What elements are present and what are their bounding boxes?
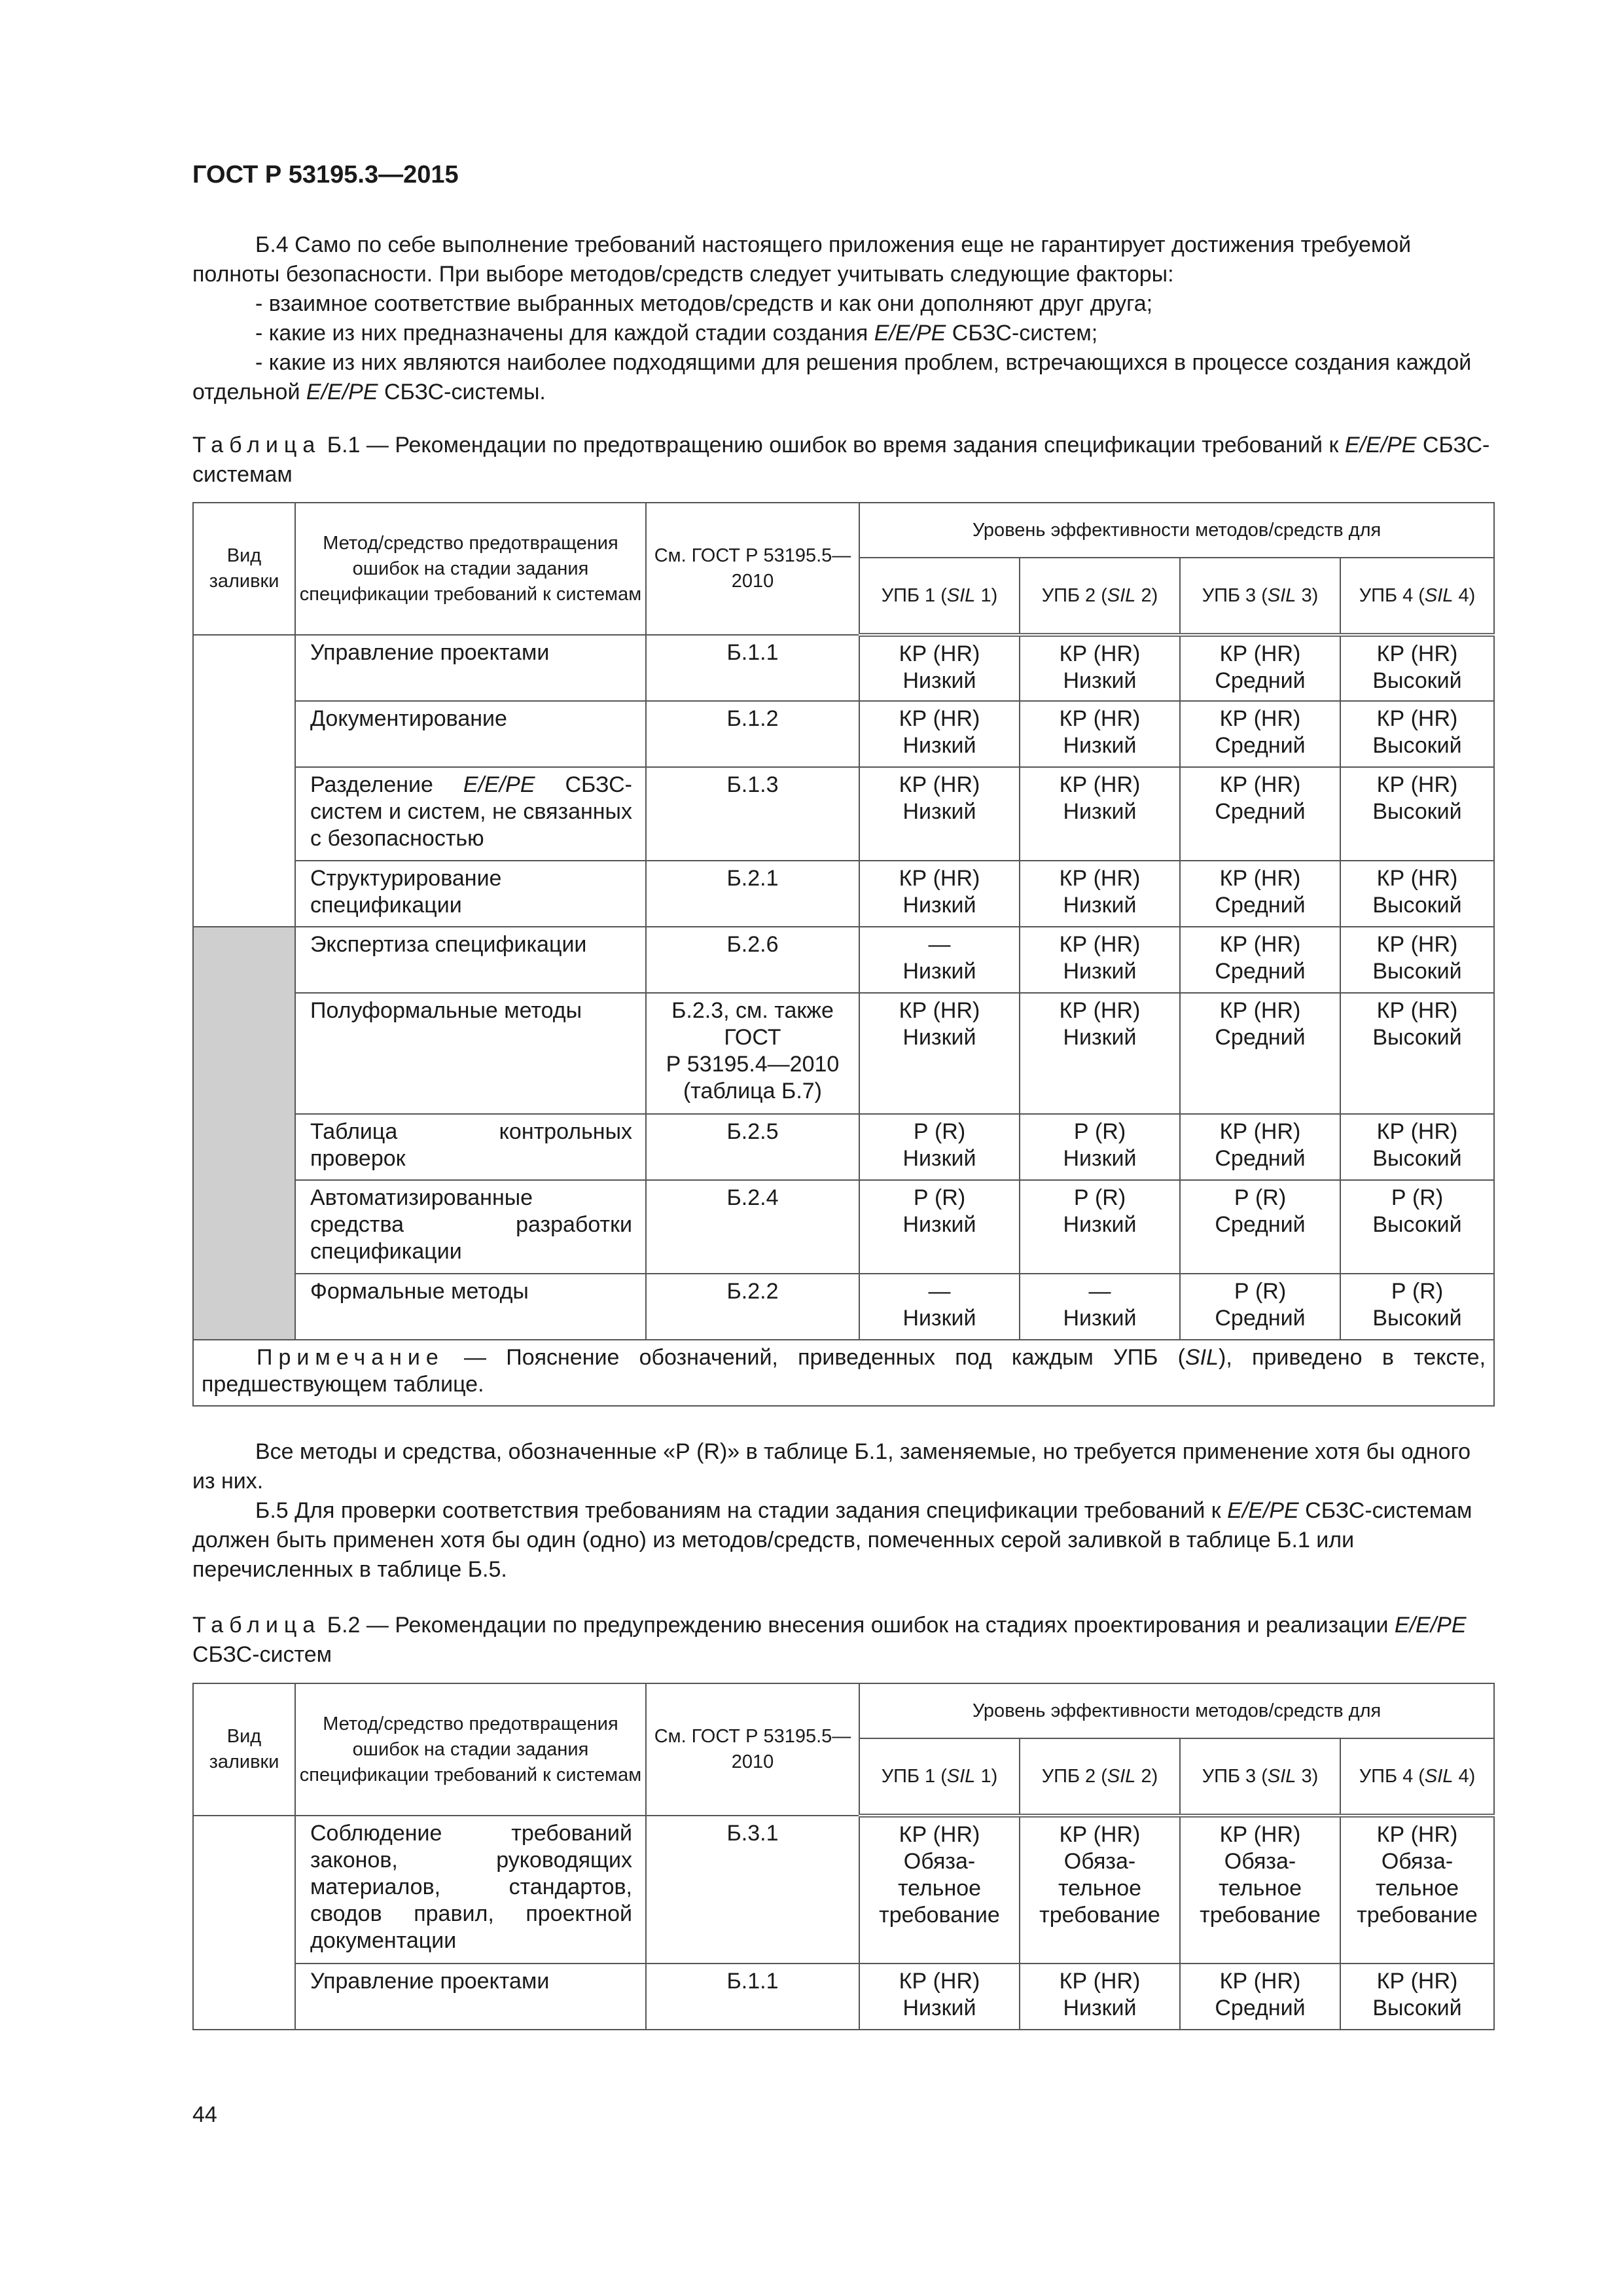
table-row	[193, 701, 1494, 767]
table2-caption	[192, 1611, 1493, 1670]
level-cell: Р (R) Средний	[1180, 1274, 1340, 1340]
level-cell: КР (HR) Средний	[1180, 1964, 1340, 2030]
table-row	[193, 1816, 1494, 1964]
ref-cell: Б.2.3, см. также ГОСТ Р 53195.4—2010 (таблица Б.7)	[646, 993, 859, 1114]
table-row	[193, 1274, 1494, 1340]
text: Б.2 — Рекомендации по предупреждению внесения ошибок на стадиях проектирования и реализации	[321, 1613, 1395, 1638]
level-cell: КР (HR) Средний	[1180, 1114, 1340, 1180]
table-note: Примечание — Пояснение обозначений, приведенных под каждым УПБ (SIL), приведено в тексте, предшествующем таблице.	[193, 1340, 1494, 1406]
fill-cell-gray	[193, 927, 295, 1340]
level-cell: КР (HR) Низкий	[859, 993, 1020, 1114]
method-cell: Управление проектами	[295, 1964, 646, 2030]
ref-cell: Б.2.1	[646, 861, 859, 927]
level-cell: КР (HR) Низкий	[859, 635, 1020, 701]
col-header-method: Метод/средство предотвращения ошибок на стадии задания спецификации требований к системам	[295, 1683, 646, 1816]
level-cell: КР (HR) Низкий	[1020, 701, 1180, 767]
method-cell: Экспертиза спецификации	[295, 927, 646, 993]
ref-cell: Б.1.1	[646, 1964, 859, 2030]
level-cell: КР (HR) Средний	[1180, 861, 1340, 927]
ref-cell: Б.2.4	[646, 1180, 859, 1274]
table-row	[193, 1114, 1494, 1180]
method-cell: Разделение E/E/PE СБЗС-систем и систем, не связанных с безопасностью	[295, 767, 646, 861]
table-b2	[192, 1683, 1495, 2030]
middle-section	[192, 1437, 1493, 1585]
list-item	[192, 319, 1493, 348]
fill-cell-white	[193, 635, 295, 927]
level-cell: Р (R) Низкий	[1020, 1114, 1180, 1180]
col-header-gost: См. ГОСТ Р 53195.5—2010	[646, 503, 859, 635]
text: СБЗС-систем;	[946, 321, 1098, 346]
level-cell: Р (R) Низкий	[859, 1180, 1020, 1274]
level-cell: КР (HR) Обяза- тельное требование	[1020, 1816, 1180, 1964]
caption-label: Таблица	[192, 433, 321, 457]
text: E/E/PE	[1344, 433, 1417, 457]
text: E/E/PE	[1394, 1613, 1467, 1638]
table-row	[193, 767, 1494, 861]
table-row	[193, 861, 1494, 927]
level-cell: Р (R) Средний	[1180, 1180, 1340, 1274]
level-cell: КР (HR) Средний	[1180, 767, 1340, 861]
caption-label: Таблица	[192, 1613, 321, 1638]
level-cell: Р (R) Высокий	[1340, 1274, 1494, 1340]
col-header-fill: Вид заливки	[193, 1683, 295, 1816]
level-cell: КР (HR) Низкий	[859, 861, 1020, 927]
col-header-fill: Вид заливки	[193, 503, 295, 635]
level-cell: КР (HR) Высокий	[1340, 635, 1494, 701]
level-cell: КР (HR) Низкий	[1020, 927, 1180, 993]
col-header-upb2: УПБ 2 (SIL 2)	[1020, 1738, 1180, 1816]
ref-cell: Б.1.1	[646, 635, 859, 701]
ref-cell: Б.2.2	[646, 1274, 859, 1340]
level-cell: КР (HR) Высокий	[1340, 701, 1494, 767]
level-cell: — Низкий	[859, 1274, 1020, 1340]
text: СБЗС-систем	[192, 1642, 332, 1667]
level-cell: КР (HR) Обяза- тельное требование	[1180, 1816, 1340, 1964]
level-cell: КР (HR) Низкий	[1020, 635, 1180, 701]
table-row	[193, 993, 1494, 1114]
ref-cell: Б.2.6	[646, 927, 859, 993]
col-header-upb1: УПБ 1 (SIL 1)	[859, 558, 1020, 635]
table-row	[193, 1180, 1494, 1274]
method-cell: Соблюдение требований законов, руководящих материалов, стандартов, сводов правил, проектной документации	[295, 1816, 646, 1964]
table1-caption	[192, 431, 1493, 490]
level-cell: КР (HR) Обяза- тельное требование	[859, 1816, 1020, 1964]
level-cell: КР (HR) Низкий	[859, 701, 1020, 767]
level-cell: — Низкий	[859, 927, 1020, 993]
ref-cell: Б.1.3	[646, 767, 859, 861]
col-header-upb3: УПБ 3 (SIL 3)	[1180, 1738, 1340, 1816]
level-cell: Р (R) Низкий	[859, 1114, 1020, 1180]
document-header: ГОСТ Р 53195.3—2015	[192, 161, 459, 188]
table-row	[193, 635, 1494, 701]
level-cell: КР (HR) Средний	[1180, 635, 1340, 701]
level-cell: КР (HR) Низкий	[859, 767, 1020, 861]
level-cell: КР (HR) Низкий	[859, 1964, 1020, 2030]
paragraph-b4: Б.4 Само по себе выполнение требований настоящего приложения еще не гарантирует достижения требуемой полноты безопасности. При выборе методов/средств следует учитывать следующие факторы:	[192, 232, 1412, 287]
col-header-upb4: УПБ 4 (SIL 4)	[1340, 558, 1494, 635]
col-header-method: Метод/средство предотвращения ошибок на стадии задания спецификации требований к системам	[295, 503, 646, 635]
method-cell: Документирование	[295, 701, 646, 767]
ref-cell: Б.2.5	[646, 1114, 859, 1180]
col-header-upb1: УПБ 1 (SIL 1)	[859, 1738, 1020, 1816]
method-cell: Полуформальные методы	[295, 993, 646, 1114]
text: Б.1 — Рекомендации по предотвращению ошибок во время задания спецификации требований к	[321, 433, 1345, 457]
text: СБЗС-системам	[192, 433, 1490, 487]
level-cell: КР (HR) Низкий	[1020, 767, 1180, 861]
level-cell: КР (HR) Низкий	[1020, 1964, 1180, 2030]
level-cell: КР (HR) Средний	[1180, 993, 1340, 1114]
col-header-upb3: УПБ 3 (SIL 3)	[1180, 558, 1340, 635]
intro-section	[192, 230, 1493, 407]
ref-cell: Б.1.2	[646, 701, 859, 767]
level-cell: КР (HR) Средний	[1180, 927, 1340, 993]
ref-cell: Б.3.1	[646, 1816, 859, 1964]
text: E/E/PE	[306, 380, 378, 404]
level-cell: — Низкий	[1020, 1274, 1180, 1340]
text: СБЗС-системы.	[378, 380, 546, 404]
method-cell: Формальные методы	[295, 1274, 646, 1340]
text: E/E/PE	[874, 321, 946, 346]
table-b1	[192, 502, 1495, 1407]
page-number: 44	[192, 2102, 217, 2127]
paragraph: Все методы и средства, обозначенные «Р (R)» в таблице Б.1, заменяемые, но требуется применение хотя бы одного из них.	[192, 1439, 1471, 1494]
col-header-level: Уровень эффективности методов/средств для	[859, 503, 1494, 558]
level-cell: КР (HR) Высокий	[1340, 767, 1494, 861]
table-row	[193, 1964, 1494, 2030]
level-cell: КР (HR) Средний	[1180, 701, 1340, 767]
table-note-row	[193, 1340, 1494, 1406]
level-cell: Р (R) Высокий	[1340, 1180, 1494, 1274]
text: - какие из них являются наиболее подходящими для решения проблем, встречающихся в процессе создания каждой отдельной	[192, 350, 1472, 404]
col-header-level: Уровень эффективности методов/средств для	[859, 1683, 1494, 1738]
method-cell: Таблица контрольных проверок	[295, 1114, 646, 1180]
level-cell: КР (HR) Высокий	[1340, 993, 1494, 1114]
level-cell: КР (HR) Обяза- тельное требование	[1340, 1816, 1494, 1964]
list-item: - взаимное соответствие выбранных методов/средств и как они дополняют друг друга;	[255, 291, 1153, 316]
text: - какие из них предназначены для каждой стадии создания	[255, 321, 874, 346]
method-cell: Автоматизированные средства разработки спецификации	[295, 1180, 646, 1274]
level-cell: КР (HR) Высокий	[1340, 861, 1494, 927]
col-header-upb4: УПБ 4 (SIL 4)	[1340, 1738, 1494, 1816]
level-cell: КР (HR) Низкий	[1020, 861, 1180, 927]
level-cell: КР (HR) Низкий	[1020, 993, 1180, 1114]
level-cell: Р (R) Низкий	[1020, 1180, 1180, 1274]
paragraph-b5: Б.5 Для проверки соответствия требованиям на стадии задания спецификации требований к E/E/PE СБЗС-системам должен быть применен хотя бы один (одно) из методов/средств, помеченных серой заливкой в таблице Б.1 или перечисленных в таблице Б.5.	[192, 1498, 1472, 1582]
method-cell: Управление проектами	[295, 635, 646, 701]
table-row	[193, 927, 1494, 993]
level-cell: КР (HR) Высокий	[1340, 927, 1494, 993]
level-cell: КР (HR) Высокий	[1340, 1114, 1494, 1180]
list-item	[192, 348, 1493, 407]
fill-cell-white	[193, 1816, 295, 2030]
level-cell: КР (HR) Высокий	[1340, 1964, 1494, 2030]
col-header-gost: См. ГОСТ Р 53195.5—2010	[646, 1683, 859, 1816]
col-header-upb2: УПБ 2 (SIL 2)	[1020, 558, 1180, 635]
method-cell: Структурирование спецификации	[295, 861, 646, 927]
